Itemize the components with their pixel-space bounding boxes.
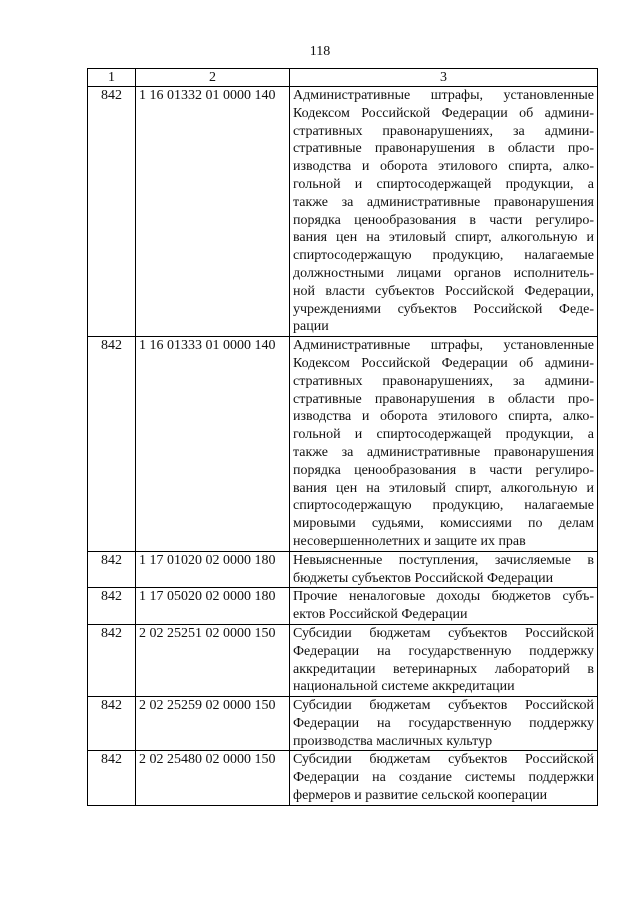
revenue-description-cell	[290, 588, 598, 625]
description-line: гольной и спиртосодержащей продукции, а	[293, 176, 594, 192]
revenue-description-cell	[290, 551, 598, 588]
table-row	[88, 87, 598, 337]
description-line: Федерации на государственную поддержку	[293, 643, 594, 659]
description-line: Субсидии бюджетам субъектов Российской	[293, 625, 594, 641]
description-line: бюджеты субъектов Российской Федерации	[293, 570, 554, 586]
kbk-code-cell: 2 02 25259 02 0000 150	[136, 697, 290, 751]
description-line: ной власти субъектов Российской Федерации,	[293, 283, 594, 299]
kbk-code-cell: 1 17 05020 02 0000 180	[136, 588, 290, 625]
description-line: гольной и спиртосодержащей продукции, а	[293, 427, 594, 443]
table-row	[88, 624, 598, 696]
description-line: Федерации на государственную поддержку	[293, 715, 594, 731]
description-line: также за административные правонарушения	[293, 444, 594, 460]
admin-code-cell: 842	[88, 697, 136, 751]
kbk-code-cell: 2 02 25480 02 0000 150	[136, 751, 290, 805]
description-line: ектов Российской Федерации	[293, 607, 468, 623]
description-line: аккредитации ветеринарных лабораторий в	[293, 661, 594, 677]
description-line: Прочие неналоговые доходы бюджетов субъ-	[293, 589, 594, 605]
admin-code-cell: 842	[88, 751, 136, 805]
description-line: Невыясненные поступления, зачисляемые в	[293, 552, 594, 568]
kbk-code-cell: 1 16 01333 01 0000 140	[136, 337, 290, 552]
table-row	[88, 551, 598, 588]
column-header-1: 1	[88, 69, 136, 87]
kbk-code-cell: 2 02 25251 02 0000 150	[136, 624, 290, 696]
revenue-description-cell	[290, 337, 598, 552]
revenue-description-cell	[290, 697, 598, 751]
description-line: изводства и оборота этилового спирта, алко-	[293, 159, 594, 175]
table-row	[88, 588, 598, 625]
description-line: спиртосодержащую продукцию, налагаемые	[293, 498, 594, 514]
description-line: также за административные правонарушения	[293, 194, 594, 210]
table-header-row	[88, 69, 598, 87]
description-line: Кодексом Российской Федерации об админи-	[293, 355, 594, 371]
description-line: стративные правонарушения в области про-	[293, 391, 594, 407]
description-line: национальной системе аккредитации	[293, 679, 515, 695]
admin-code-cell: 842	[88, 87, 136, 337]
description-line: фермеров и развитие сельской кооперации	[293, 788, 548, 804]
description-line: мировыми судьями, комиссиями по делам	[293, 516, 594, 532]
description-line: несовершеннолетних и защите их прав	[293, 533, 526, 549]
table-row	[88, 751, 598, 805]
description-line: вания цен на этиловый спирт, алкогольную и	[293, 230, 594, 246]
kbk-code-cell: 1 17 01020 02 0000 180	[136, 551, 290, 588]
description-line: Субсидии бюджетам субъектов Российской	[293, 698, 594, 714]
revenue-description-cell	[290, 624, 598, 696]
description-line: стративные правонарушения в области про-	[293, 141, 594, 157]
table-row	[88, 337, 598, 552]
description-line: производства масличных культур	[293, 733, 493, 749]
revenue-description-cell	[290, 87, 598, 337]
description-line: Федерации на создание системы поддержки	[293, 770, 594, 786]
table-body	[88, 87, 598, 806]
admin-code-cell: 842	[88, 551, 136, 588]
description-line: Субсидии бюджетам субъектов Российской	[293, 752, 594, 768]
description-line: спиртосодержащую продукцию, налагаемые	[293, 248, 594, 264]
description-line: учреждениями субъектов Российской Феде-	[293, 301, 594, 317]
description-line: стративных правонарушениях, за админи-	[293, 123, 594, 139]
admin-code-cell: 842	[88, 337, 136, 552]
kbk-code-cell: 1 16 01332 01 0000 140	[136, 87, 290, 337]
column-header-2: 2	[136, 69, 290, 87]
description-line: Административные штрафы, установленные	[293, 338, 594, 354]
description-line: рации	[293, 319, 329, 335]
description-line: Кодексом Российской Федерации об админи-	[293, 105, 594, 121]
description-line: изводства и оборота этилового спирта, алко-	[293, 409, 594, 425]
description-line: стративных правонарушениях, за админи-	[293, 373, 594, 389]
description-line: порядка ценообразования в части регулиро-	[293, 462, 594, 478]
revenue-description-cell	[290, 751, 598, 805]
page-number: 118	[309, 44, 331, 59]
description-line: порядка ценообразования в части регулиро-	[293, 212, 594, 228]
admin-code-cell: 842	[88, 624, 136, 696]
table-row	[88, 697, 598, 751]
description-line: вания цен на этиловый спирт, алкогольную и	[293, 480, 594, 496]
column-header-3: 3	[290, 69, 598, 87]
description-line: Административные штрафы, установленные	[293, 88, 594, 103]
budget-revenue-table	[87, 68, 598, 806]
description-line: должностными лицами органов исполнитель-	[293, 265, 594, 281]
admin-code-cell: 842	[88, 588, 136, 625]
